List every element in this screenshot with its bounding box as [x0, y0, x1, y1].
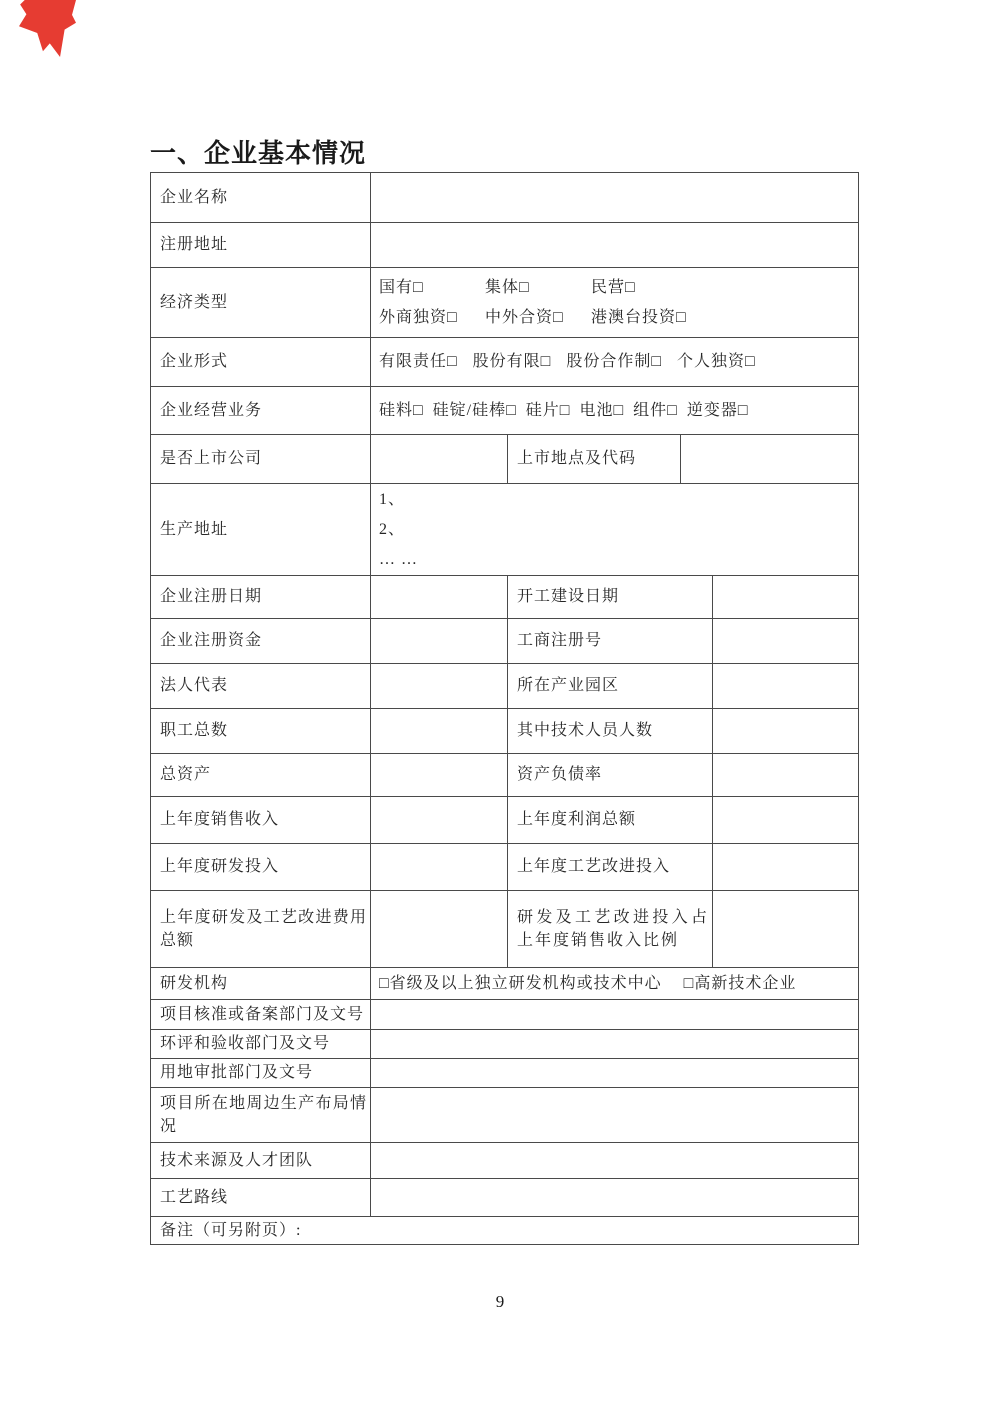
checkbox-option: 中外合资□ [485, 308, 564, 326]
text: 企业注册日期 [160, 588, 263, 606]
checkbox-option: 个人独资□ [677, 353, 756, 371]
list-line: … … [379, 550, 418, 568]
text: 研发机构 [160, 974, 229, 992]
value-cell [371, 844, 508, 891]
text: 总资产 [160, 766, 212, 784]
value-cell [371, 1000, 859, 1030]
text: 企业经营业务 [160, 401, 263, 419]
table-row [151, 968, 859, 1000]
checkbox-option: 硅锭/硅棒□ [432, 401, 517, 419]
text: 资产负债率 [517, 766, 603, 784]
checkbox-option: 民营□ [591, 278, 636, 296]
table-row [151, 173, 859, 223]
checkbox-option: 港澳台投资□ [591, 308, 687, 326]
value-cell [371, 1088, 859, 1143]
table-row [151, 223, 859, 268]
table-row [151, 387, 859, 435]
text: 上年度工艺改进投入 [517, 858, 671, 876]
value-cell [713, 619, 859, 664]
row-label [508, 435, 681, 484]
table-row [151, 709, 859, 754]
value-cell [713, 754, 859, 797]
options-cell [371, 387, 859, 435]
table-row [151, 664, 859, 709]
table-row [151, 1179, 859, 1217]
table-row [151, 435, 859, 484]
table-row [151, 844, 859, 891]
table-row [151, 1143, 859, 1179]
checkbox-option: 有限责任□ [379, 353, 458, 371]
text: 项目所在地周边生产布局情况 [160, 1094, 367, 1135]
row-label [151, 173, 371, 223]
value-cell [371, 1059, 859, 1088]
text: 是否上市公司 [160, 450, 263, 468]
row-label [508, 619, 713, 664]
row-label [151, 664, 371, 709]
value-cell [713, 797, 859, 844]
text: 工商注册号 [517, 632, 603, 650]
checkbox-option: 组件□ [633, 401, 678, 419]
value-cell [371, 576, 508, 619]
value-cell [371, 891, 508, 968]
text: 开工建设日期 [517, 588, 620, 606]
checkbox-option: 逆变器□ [686, 401, 749, 419]
value-cell [371, 223, 859, 268]
value-cell [371, 1179, 859, 1217]
text: 环评和验收部门及文号 [160, 1035, 331, 1053]
page-number: 9 [495, 1292, 505, 1311]
text: 法人代表 [160, 677, 229, 695]
row-label [151, 797, 371, 844]
table-row [151, 338, 859, 387]
value-cell [713, 576, 859, 619]
value-cell [371, 435, 508, 484]
text: 备注（可另附页）: [160, 1221, 302, 1239]
text: 上年度销售收入 [160, 811, 280, 829]
value-cell [713, 664, 859, 709]
value-cell [371, 619, 508, 664]
row-label [151, 1088, 371, 1143]
text: 企业注册资金 [160, 632, 263, 650]
remark-cell [151, 1217, 859, 1245]
row-label [151, 968, 371, 1000]
checkbox-option: 股份有限□ [472, 353, 552, 371]
text: 研发及工艺改进投入占上年度销售收入比例 [517, 908, 709, 949]
row-label [151, 1030, 371, 1059]
checkbox-option: 硅片□ [525, 401, 571, 419]
text: 工艺路线 [160, 1188, 229, 1206]
checkbox-option: 硅料□ [379, 401, 424, 419]
text: 上年度研发投入 [160, 858, 280, 876]
red-ink-blot-artifact [19, 0, 76, 57]
options-line [379, 303, 687, 333]
text: 企业形式 [160, 353, 229, 371]
options-cell [371, 968, 859, 1000]
table-row [151, 797, 859, 844]
row-label [151, 619, 371, 664]
table-row [151, 619, 859, 664]
text: 技术来源及人才团队 [160, 1151, 314, 1169]
value-cell [713, 844, 859, 891]
checkbox-option: 国有□ [379, 278, 424, 296]
row-label [151, 484, 371, 576]
list-line: 1、 [379, 490, 406, 508]
table-row [151, 1059, 859, 1088]
text: 生产地址 [160, 520, 229, 538]
options-line [379, 273, 636, 303]
row-label [508, 754, 713, 797]
row-label [151, 338, 371, 387]
checkbox-option: □高新技术企业 [683, 974, 797, 992]
row-label [151, 891, 371, 968]
row-label [508, 797, 713, 844]
table-row [151, 754, 859, 797]
row-label [151, 1179, 371, 1217]
text: 用地审批部门及文号 [160, 1064, 314, 1082]
table-row [151, 891, 859, 968]
text: 企业名称 [160, 188, 229, 206]
text: 上年度利润总额 [517, 811, 637, 829]
row-label [151, 435, 371, 484]
checkbox-option: 集体□ [485, 278, 530, 296]
row-label [151, 844, 371, 891]
row-label [508, 576, 713, 619]
text: 注册地址 [160, 236, 229, 254]
enterprise-info-table [150, 172, 859, 1245]
text: 其中技术人员人数 [517, 722, 654, 740]
table-row [151, 576, 859, 619]
options-cell [371, 338, 859, 387]
text: 职工总数 [160, 722, 229, 740]
text: 所在产业园区 [517, 677, 620, 695]
table-row [151, 1030, 859, 1059]
list-line: 2、 [379, 520, 406, 538]
options-cell [371, 268, 859, 338]
checkbox-option: 电池□ [579, 401, 625, 419]
text: 上年度研发及工艺改进费用总额 [160, 908, 367, 949]
table-row [151, 1217, 859, 1245]
value-cell [371, 709, 508, 754]
page-title: 一、企业基本情况 [150, 138, 367, 168]
row-label [151, 268, 371, 338]
row-label [151, 1143, 371, 1179]
value-cell [371, 173, 859, 223]
value-cell [371, 797, 508, 844]
table-row [151, 1088, 859, 1143]
value-cell [681, 435, 859, 484]
text: 经济类型 [160, 293, 229, 311]
text: 项目核准或备案部门及文号 [160, 1005, 365, 1023]
checkbox-option: □省级及以上独立研发机构或技术中心 [379, 974, 662, 992]
row-label [508, 891, 713, 968]
row-label [508, 664, 713, 709]
value-cell [371, 754, 508, 797]
text: 上市地点及代码 [517, 450, 637, 468]
row-label [508, 709, 713, 754]
value-cell [371, 664, 508, 709]
table-row [151, 268, 859, 338]
row-label [508, 844, 713, 891]
checkbox-option: 股份合作制□ [566, 353, 663, 371]
row-label [151, 223, 371, 268]
value-cell [371, 1030, 859, 1059]
row-label [151, 576, 371, 619]
value-cell [371, 1143, 859, 1179]
row-label [151, 1059, 371, 1088]
table-row [151, 1000, 859, 1030]
checkbox-option: 外商独资□ [379, 308, 458, 326]
value-cell [371, 484, 859, 576]
row-label [151, 387, 371, 435]
value-cell [713, 709, 859, 754]
table-row [151, 484, 859, 576]
row-label [151, 709, 371, 754]
value-cell [713, 891, 859, 968]
row-label [151, 1000, 371, 1030]
row-label [151, 754, 371, 797]
